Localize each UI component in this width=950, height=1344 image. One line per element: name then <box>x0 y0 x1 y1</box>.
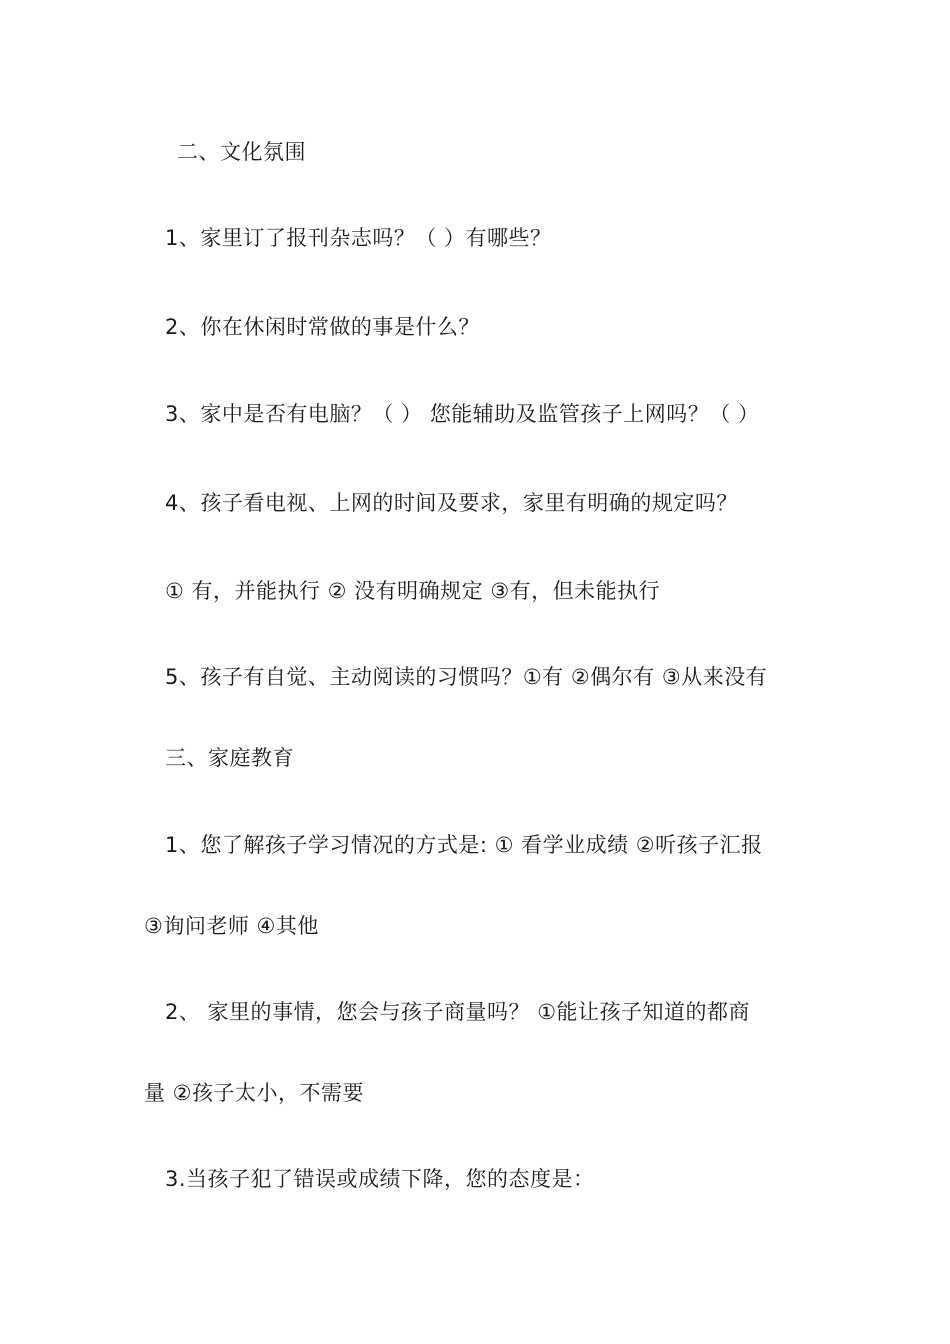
question-culture-3: 3、家中是否有电脑？（ ） 您能辅助及监管孩子上网吗？（ ） <box>165 402 760 426</box>
question-education-1-continued: ③询问老师 ④其他 <box>144 914 319 938</box>
question-culture-4-options: ① 有，并能执行 ② 没有明确规定 ③有，但未能执行 <box>165 579 661 603</box>
question-education-3: 3.当孩子犯了错误或成绩下降，您的态度是： <box>165 1167 595 1191</box>
section-heading-education: 三、家庭教育 <box>165 746 294 770</box>
question-education-2: 2、 家里的事情，您会与孩子商量吗？ ①能让孩子知道的都商 <box>165 1000 751 1024</box>
question-culture-1: 1、家里订了报刊杂志吗？（ ）有哪些？ <box>165 226 552 250</box>
question-culture-5: 5、孩子有自觉、主动阅读的习惯吗？①有 ②偶尔有 ③从来没有 <box>165 665 768 689</box>
question-culture-2: 2、你在休闲时常做的事是什么？ <box>165 315 480 339</box>
question-culture-4: 4、孩子看电视、上网的时间及要求，家里有明确的规定吗？ <box>165 491 738 515</box>
question-education-1: 1、您了解孩子学习情况的方式是: ① 看学业成绩 ②听孩子汇报 <box>165 833 763 857</box>
section-heading-culture: 二、文化氛围 <box>177 140 306 164</box>
question-education-2-continued: 量 ②孩子太小，不需要 <box>144 1081 365 1105</box>
